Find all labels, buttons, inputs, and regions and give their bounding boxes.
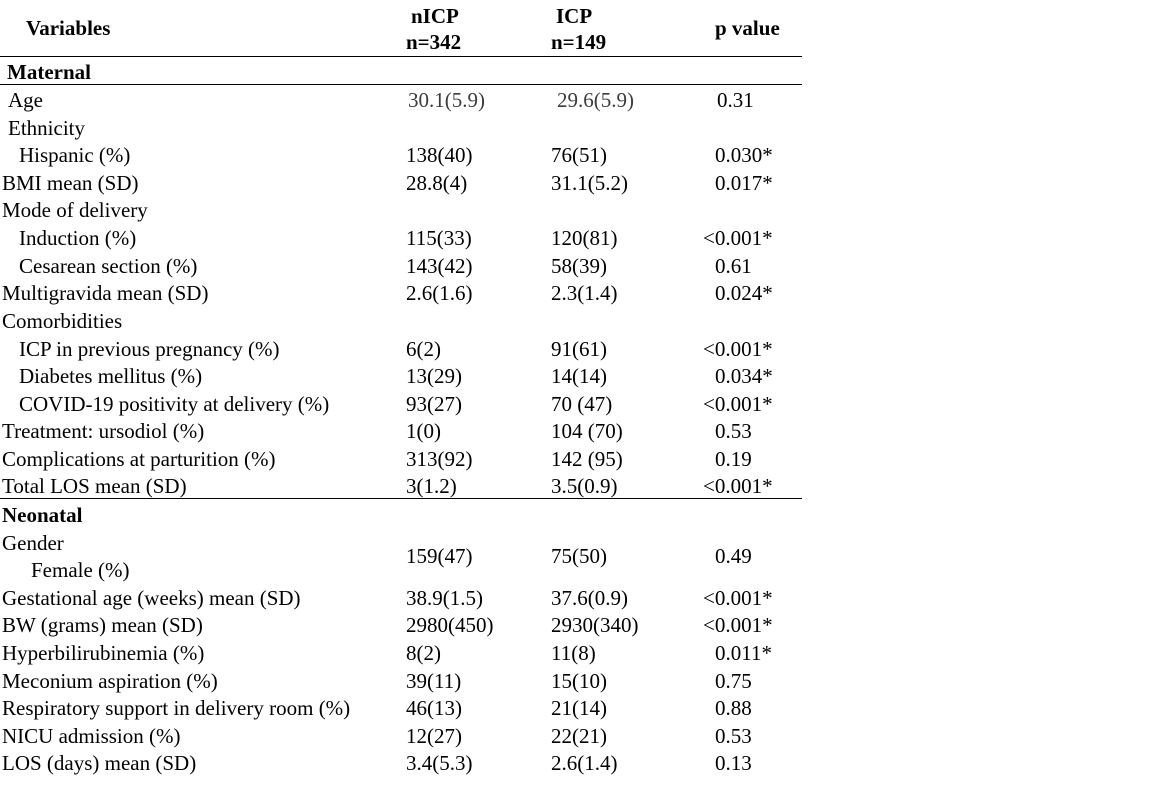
- icp-value: 22(21): [551, 724, 607, 748]
- icp-value: 58(39): [551, 254, 607, 278]
- row-label: Total LOS mean (SD): [2, 474, 187, 498]
- nicp-value: 13(29): [406, 364, 462, 388]
- table-row: [0, 472, 802, 500]
- p-value: 0.030*: [715, 143, 773, 167]
- table-row: [0, 196, 802, 224]
- row-label: Comorbidities: [2, 309, 123, 333]
- p-value: <0.001*: [703, 392, 773, 416]
- table-row: [0, 362, 802, 390]
- row-label: Gender: [2, 531, 64, 555]
- icp-value: 104 (70): [551, 419, 623, 443]
- section-maternal: [0, 58, 802, 86]
- table-row: [0, 445, 802, 473]
- p-value: 0.034*: [715, 364, 773, 388]
- table-row: [0, 114, 802, 142]
- p-value: <0.001*: [703, 474, 773, 498]
- p-value: 0.88: [715, 696, 752, 720]
- p-value: 0.53: [715, 419, 752, 443]
- section-neonatal: [0, 501, 802, 529]
- table-row: [0, 169, 802, 197]
- p-value: 0.53: [715, 724, 752, 748]
- icp-value: 120(81): [551, 226, 618, 250]
- nicp-value: 8(2): [406, 641, 441, 665]
- p-value: 0.017*: [715, 171, 773, 195]
- icp-value: 15(10): [551, 669, 607, 693]
- section-rule: [0, 498, 802, 499]
- maternal-rule: [0, 84, 802, 85]
- row-label: BMI mean (SD): [2, 171, 139, 195]
- nicp-value: 2.6(1.6): [406, 281, 473, 305]
- nicp-value: 159(47): [406, 544, 473, 568]
- row-label: Meconium aspiration (%): [2, 669, 218, 693]
- table-row: [0, 335, 802, 363]
- header-icp-n: n=149: [551, 30, 607, 54]
- nicp-value: 3(1.2): [406, 474, 457, 498]
- table-row: [0, 224, 802, 252]
- row-label: Respiratory support in delivery room (%): [2, 696, 351, 720]
- p-value: 0.19: [715, 447, 752, 471]
- row-label: COVID-19 positivity at delivery (%): [19, 392, 330, 416]
- p-value: 0.024*: [715, 281, 773, 305]
- p-value: 0.13: [715, 751, 752, 775]
- nicp-value: 313(92): [406, 447, 473, 471]
- nicp-value: 93(27): [406, 392, 462, 416]
- row-label: LOS (days) mean (SD): [2, 751, 197, 775]
- row-label: BW (grams) mean (SD): [2, 613, 203, 637]
- icp-value: 70 (47): [551, 392, 613, 416]
- table-row: [0, 252, 802, 280]
- p-value: 0.011*: [715, 641, 772, 665]
- nicp-value: 30.1(5.9): [408, 88, 485, 112]
- p-value: 0.31: [717, 88, 754, 112]
- icp-value: 29.6(5.9): [557, 88, 634, 112]
- icp-value: 3.5(0.9): [551, 474, 618, 498]
- table-row: [0, 86, 802, 114]
- nicp-value: 2980(450): [406, 613, 494, 637]
- table-row: [0, 722, 802, 750]
- nicp-value: 39(11): [406, 669, 462, 693]
- nicp-value: 12(27): [406, 724, 462, 748]
- nicp-value: 138(40): [406, 143, 473, 167]
- row-label: Cesarean section (%): [19, 254, 198, 278]
- icp-value: 11(8): [551, 641, 596, 665]
- icp-value: 76(51): [551, 143, 607, 167]
- icp-value: 14(14): [551, 364, 607, 388]
- table-row: [0, 694, 802, 722]
- table-row: [0, 390, 802, 418]
- table-row: [0, 749, 802, 777]
- icp-value: 142 (95): [551, 447, 623, 471]
- row-label: Complications at parturition (%): [2, 447, 276, 471]
- icp-value: 75(50): [551, 544, 607, 568]
- nicp-value: 6(2): [406, 337, 441, 361]
- icp-value: 2.6(1.4): [551, 751, 618, 775]
- icp-value: 37.6(0.9): [551, 586, 628, 610]
- icp-value: 91(61): [551, 337, 607, 361]
- p-value: 0.75: [715, 669, 752, 693]
- section-title: Neonatal: [2, 503, 83, 527]
- p-value: 0.61: [715, 254, 752, 278]
- nicp-value: 46(13): [406, 696, 462, 720]
- table-row: [0, 667, 802, 695]
- header-icp-label: ICP: [556, 4, 593, 28]
- row-label: Mode of delivery: [2, 198, 148, 222]
- row-label: Gestational age (weeks) mean (SD): [2, 586, 301, 610]
- icp-value: 31.1(5.2): [551, 171, 628, 195]
- section-title: Maternal: [7, 60, 91, 84]
- header-pvalue: p value: [715, 16, 780, 40]
- table-row: [0, 417, 802, 445]
- row-label: ICP in previous pregnancy (%): [19, 337, 280, 361]
- p-value: <0.001*: [703, 613, 773, 637]
- icp-value: 2930(340): [551, 613, 639, 637]
- p-value: <0.001*: [703, 337, 773, 361]
- p-value: <0.001*: [703, 586, 773, 610]
- header-rule: [0, 56, 802, 57]
- nicp-value: 28.8(4): [406, 171, 468, 195]
- table-row: [0, 639, 802, 667]
- table-row: [0, 307, 802, 335]
- row-label: Diabetes mellitus (%): [19, 364, 203, 388]
- header-variables: Variables: [26, 16, 111, 40]
- nicp-value: 115(33): [406, 226, 472, 250]
- row-label: Multigravida mean (SD): [2, 281, 209, 305]
- row-label: Ethnicity: [8, 116, 85, 140]
- p-value: <0.001*: [703, 226, 773, 250]
- table-row: [0, 556, 802, 584]
- icp-value: 21(14): [551, 696, 607, 720]
- nicp-value: 1(0): [406, 419, 441, 443]
- row-label: NICU admission (%): [2, 724, 181, 748]
- p-value: 0.49: [715, 544, 752, 568]
- nicp-value: 38.9(1.5): [406, 586, 483, 610]
- table-row: [0, 279, 802, 307]
- table-row: [0, 141, 802, 169]
- header-nicp-label: nICP: [411, 4, 459, 28]
- icp-value: 2.3(1.4): [551, 281, 618, 305]
- table-row: [0, 584, 802, 612]
- row-label: Treatment: ursodiol (%): [2, 419, 205, 443]
- row-label: Age: [8, 88, 43, 112]
- row-label: Induction (%): [19, 226, 137, 250]
- table-row: [0, 611, 802, 639]
- nicp-value: 143(42): [406, 254, 473, 278]
- nicp-value: 3.4(5.3): [406, 751, 473, 775]
- row-label: Female (%): [31, 558, 130, 582]
- row-label: Hispanic (%): [19, 143, 131, 167]
- header-nicp-n: n=342: [406, 30, 462, 54]
- row-label: Hyperbilirubinemia (%): [2, 641, 205, 665]
